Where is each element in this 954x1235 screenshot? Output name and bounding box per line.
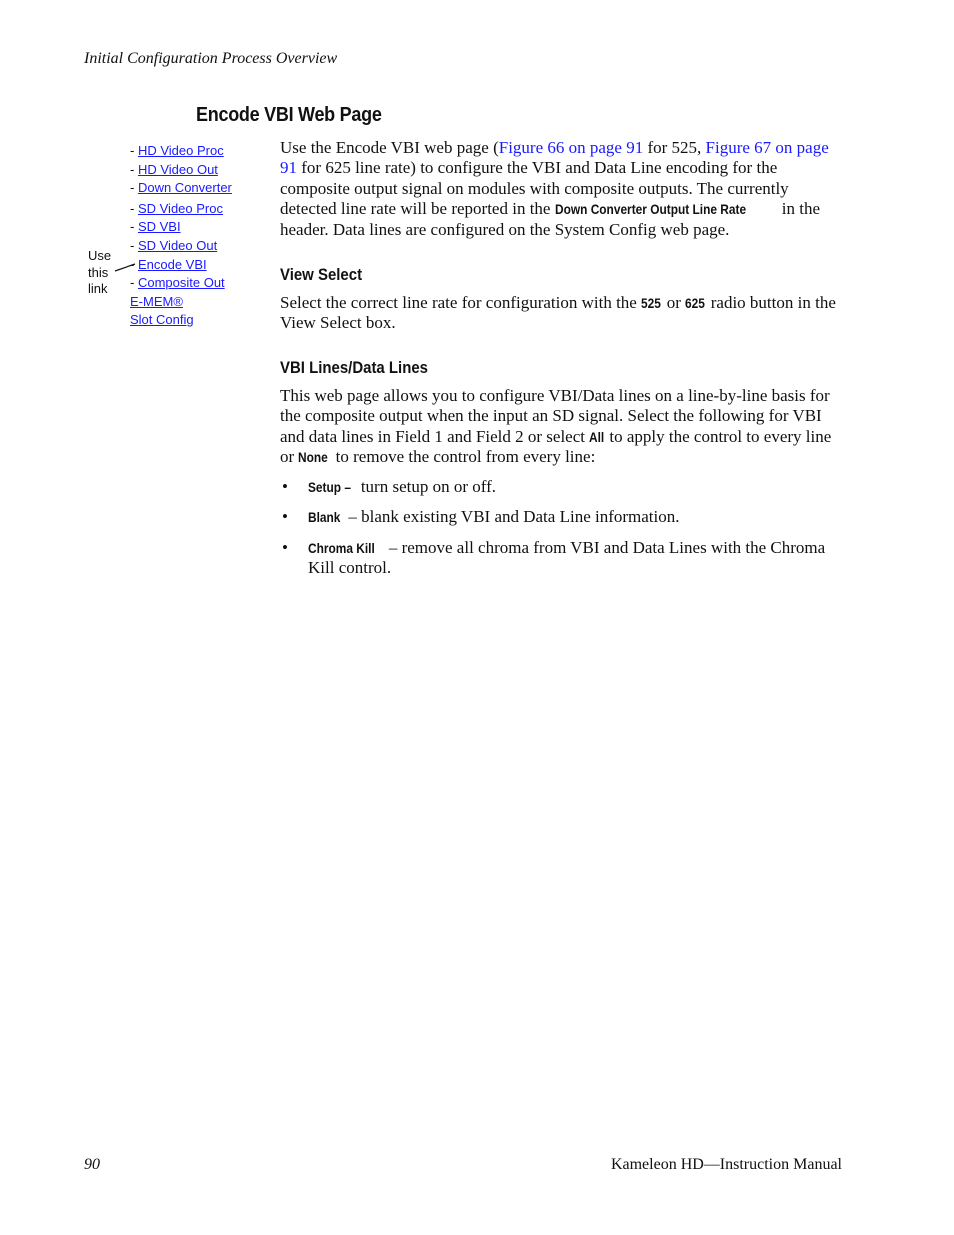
nav-item-slot-config: [130, 311, 232, 330]
ui-term-none: None: [298, 449, 329, 466]
nav-link-hd-video-out[interactable]: HD Video Out: [137, 161, 218, 177]
view-select-heading: View Select: [280, 265, 363, 284]
text: in the header. Data lines are configured on the System Config web page.: [280, 199, 821, 239]
nav-link-slot-config[interactable]: Slot Config: [130, 312, 194, 328]
figure-67-link[interactable]: Figure 67 on page 91: [280, 138, 829, 178]
list-item: [282, 477, 842, 497]
use-this-link-callout: [88, 248, 111, 298]
list-item: [282, 538, 842, 579]
view-select-paragraph: [280, 293, 842, 334]
text: to apply the control to every line or: [280, 426, 832, 467]
nav-item-sd-vbi: [130, 218, 232, 237]
nav-dash: -: [130, 237, 138, 253]
manual-title: Kameleon HD—Instruction Manual: [610, 1156, 842, 1173]
text: radio button in the View Select box.: [280, 293, 836, 333]
nav-item-sd-video-proc: [130, 200, 232, 219]
nav-dash: -: [130, 161, 138, 177]
text: to remove the control from every line:: [331, 447, 596, 467]
callout-line-3: link: [88, 281, 108, 296]
nav-dash: -: [130, 180, 138, 196]
nav-item-sd-video-out: [130, 237, 232, 256]
nav-link-sd-video-out[interactable]: SD Video Out: [137, 237, 218, 253]
list-item: [282, 507, 842, 527]
nav-link-down-converter[interactable]: Down Converter: [137, 180, 232, 196]
nav-item-e-mem: [130, 293, 232, 312]
nav-item-composite-out: [130, 274, 232, 293]
section-title: Encode VBI Web Page: [196, 104, 382, 126]
ui-term-chroma-kill: Chroma Kill: [308, 539, 375, 556]
nav-link-e-mem[interactable]: E-MEM®: [130, 293, 183, 309]
nav-link-sd-vbi[interactable]: SD VBI: [137, 219, 181, 235]
nav-link-hd-video-proc[interactable]: HD Video Proc: [137, 143, 224, 158]
vbi-lines-paragraph: [280, 386, 842, 468]
text: for 525,: [643, 138, 706, 157]
callout-pointer-icon: [114, 262, 136, 272]
nav-item-hd-video-out: [130, 161, 232, 180]
nav-item-down-converter: [130, 179, 232, 198]
text: Select the correct line rate for configuration with the: [280, 293, 642, 312]
text: – blank existing VBI and Data Line information.: [344, 507, 680, 527]
nav-dash: -: [130, 275, 138, 291]
page-number: 90: [84, 1156, 100, 1173]
nav-item-hd-video-proc: [130, 142, 232, 161]
nav-dash: -: [130, 200, 138, 216]
callout-line-1: Use: [88, 248, 112, 263]
bullet-icon: •: [282, 477, 288, 496]
text: for 625 line rate) to configure the VBI and Data Line encoding for the composite output signal on modules with composite outputs. The currently detected line rate will be reported in the: [280, 158, 789, 219]
text: This web page allows you to configure VBI/Data lines on a line-by-line basis for the composite output when the input an SD signal. Select the following for VBI and data lines in Field 1 and Field 2 or select: [280, 386, 830, 446]
nav-dash: -: [130, 219, 138, 235]
text: turn setup on or off.: [356, 477, 497, 496]
nav-dash: -: [130, 256, 138, 272]
ui-term-all: All: [589, 428, 605, 445]
ui-term-525: 525: [641, 295, 661, 311]
nav-item-encode-vbi: [130, 256, 232, 275]
nav-dash: -: [130, 143, 138, 158]
running-head: Initial Configuration Process Overview: [84, 50, 338, 67]
ui-term-blank: Blank: [308, 509, 341, 526]
nav-link-sd-video-proc[interactable]: SD Video Proc: [137, 200, 223, 216]
ui-term-setup: Setup –: [308, 479, 351, 495]
ui-term-625: 625: [685, 295, 705, 311]
text: Use the Encode VBI web page (: [280, 138, 499, 157]
web-nav-screenshot: [130, 142, 232, 330]
text: – remove all chroma from VBI and Data Lines with the Chroma Kill control.: [308, 537, 826, 578]
intro-paragraph: [280, 138, 842, 240]
bullet-icon: •: [282, 537, 288, 557]
text: or: [662, 293, 686, 312]
callout-line-2: this: [88, 264, 109, 280]
figure-66-link[interactable]: Figure 66 on page 91: [498, 138, 644, 157]
bullet-icon: •: [282, 507, 288, 527]
ui-term-down-converter-output-line-rate: Down Converter Output Line Rate: [554, 201, 746, 218]
nav-link-encode-vbi[interactable]: Encode VBI: [137, 256, 207, 272]
nav-link-composite-out[interactable]: Composite Out: [137, 275, 225, 291]
vbi-lines-heading: VBI Lines/Data Lines: [280, 358, 428, 377]
control-bullet-list: [282, 477, 842, 589]
